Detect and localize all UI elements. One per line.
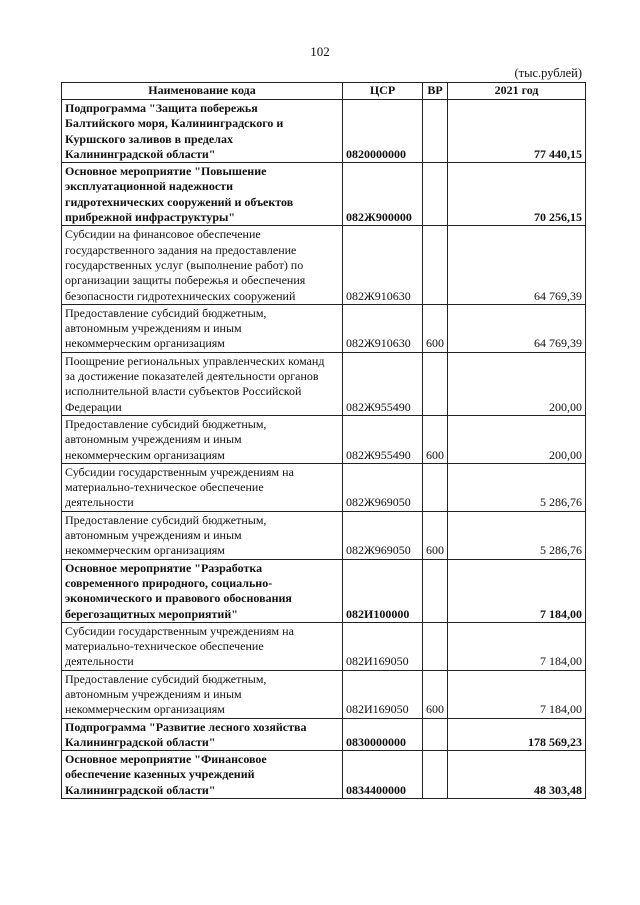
row-name-line: Калининградской области" xyxy=(65,782,216,797)
row-csr: 082Ж955490 xyxy=(343,415,423,463)
row-name xyxy=(62,415,343,463)
row-csr: 082Ж955490 xyxy=(343,352,423,415)
row-name xyxy=(62,718,343,751)
row-name-line: Предоставление субсидий бюджетным, xyxy=(65,671,267,686)
row-csr: 082И169050 xyxy=(343,670,423,718)
row-vr xyxy=(423,226,448,304)
row-name-line: автономным учреждениям и иным xyxy=(65,432,242,447)
table-row xyxy=(62,100,586,163)
row-name-line: Подпрограмма "Защита побережья xyxy=(65,101,258,115)
row-name xyxy=(62,622,343,670)
row-name-line: эксплуатационной надежности xyxy=(65,179,233,194)
row-csr: 082Ж969050 xyxy=(343,511,423,559)
table-body xyxy=(62,100,586,799)
header-name: Наименование кода xyxy=(62,83,343,100)
row-name xyxy=(62,511,343,559)
row-sum: 70 256,15 xyxy=(448,163,586,226)
row-name-line: Предоставление субсидий бюджетным, xyxy=(65,512,267,527)
row-sum: 200,00 xyxy=(448,415,586,463)
row-sum: 48 303,48 xyxy=(448,751,586,799)
row-name-line: исполнительной власти субъектов Российской xyxy=(65,384,302,399)
row-name-line: современного природного, социально- xyxy=(65,575,273,590)
row-name-line: материально-техническое обеспечение xyxy=(65,480,264,495)
table-row xyxy=(62,352,586,415)
units-label: (тыс.рублей) xyxy=(514,66,582,80)
row-name-line: Предоставление субсидий бюджетным, xyxy=(65,305,267,320)
row-name-line: берегозащитных мероприятий" xyxy=(65,606,238,621)
row-csr: 082Ж910630 xyxy=(343,226,423,304)
row-name-line: Предоставление субсидий бюджетным, xyxy=(65,416,267,431)
table-row xyxy=(62,511,586,559)
row-name-line: обеспечение казенных учреждений xyxy=(65,767,255,782)
row-vr: 600 xyxy=(423,670,448,718)
row-name-line: автономным учреждениям и иным xyxy=(65,686,242,701)
row-name-line: Куршского заливов в пределах xyxy=(65,131,233,146)
row-csr: 082Ж910630 xyxy=(343,304,423,352)
row-name-line: за достижение показателей деятельности органов xyxy=(65,369,319,384)
table-row xyxy=(62,670,586,718)
row-name xyxy=(62,463,343,511)
row-csr: 0820000000 xyxy=(343,100,423,163)
row-vr xyxy=(423,163,448,226)
row-name-line: гидротехнических сооружений и объектов xyxy=(65,194,294,209)
row-name-line: деятельности xyxy=(65,654,134,669)
row-csr: 082Ж969050 xyxy=(343,463,423,511)
row-name-line: Калининградской области" xyxy=(65,734,216,749)
row-name-line: автономным учреждениям и иным xyxy=(65,321,242,336)
row-vr xyxy=(423,622,448,670)
row-name-line: безопасности гидротехнических сооружений xyxy=(65,288,296,303)
row-vr: 600 xyxy=(423,415,448,463)
row-name xyxy=(62,304,343,352)
row-name-line: некоммерческим организациям xyxy=(65,702,225,717)
row-name-line: некоммерческим организациям xyxy=(65,336,225,351)
row-vr xyxy=(423,463,448,511)
row-sum: 64 769,39 xyxy=(448,226,586,304)
row-name-line: некоммерческим организациям xyxy=(65,543,225,558)
row-name-line: Калининградской области" xyxy=(65,146,216,161)
row-name-line: Субсидии государственным учреждениям на xyxy=(65,623,294,638)
row-name xyxy=(62,559,343,622)
table-row xyxy=(62,559,586,622)
row-csr: 082И169050 xyxy=(343,622,423,670)
table-row xyxy=(62,226,586,304)
header-sum: 2021 год xyxy=(448,83,586,100)
row-vr xyxy=(423,352,448,415)
row-name-line: Субсидии государственным учреждениям на xyxy=(65,464,294,479)
table-row xyxy=(62,304,586,352)
row-sum: 7 184,00 xyxy=(448,622,586,670)
header-row xyxy=(62,83,586,100)
row-csr: 082Ж900000 xyxy=(343,163,423,226)
table-row xyxy=(62,751,586,799)
table-row xyxy=(62,163,586,226)
row-vr xyxy=(423,718,448,751)
row-name xyxy=(62,352,343,415)
row-name-line: деятельности xyxy=(65,495,134,510)
row-name-line: экономического и правового обоснования xyxy=(65,591,292,606)
row-sum: 5 286,76 xyxy=(448,463,586,511)
row-name-line: Основное мероприятие "Разработка xyxy=(65,560,263,575)
row-name xyxy=(62,670,343,718)
table-row xyxy=(62,463,586,511)
row-vr xyxy=(423,751,448,799)
budget-table xyxy=(61,82,586,799)
row-name-line: Поощрение региональных управленческих команд xyxy=(65,353,325,368)
row-name xyxy=(62,100,343,163)
row-name xyxy=(62,751,343,799)
row-csr: 0834400000 xyxy=(343,751,423,799)
row-vr: 600 xyxy=(423,304,448,352)
row-name xyxy=(62,163,343,226)
row-name-line: некоммерческим организациям xyxy=(65,447,225,462)
row-name-line: материально-техническое обеспечение xyxy=(65,639,264,654)
header-csr: ЦСР xyxy=(343,83,423,100)
row-name-line: организации защиты побережья и обеспечения xyxy=(65,273,306,288)
row-name xyxy=(62,226,343,304)
row-name-line: Подпрограмма "Развитие лесного хозяйства xyxy=(65,719,307,734)
row-vr: 600 xyxy=(423,511,448,559)
row-csr: 082И100000 xyxy=(343,559,423,622)
table-row xyxy=(62,718,586,751)
row-name-line: автономным учреждениям и иным xyxy=(65,528,242,543)
row-sum: 7 184,00 xyxy=(448,670,586,718)
row-name-line: Основное мероприятие "Повышение xyxy=(65,164,267,179)
row-vr xyxy=(423,100,448,163)
row-name-line: государственного задания на предоставление xyxy=(65,242,297,257)
row-csr: 0830000000 xyxy=(343,718,423,751)
row-name-line: Субсидии на финансовое обеспечение xyxy=(65,227,261,242)
row-sum: 178 569,23 xyxy=(448,718,586,751)
row-sum: 64 769,39 xyxy=(448,304,586,352)
row-sum: 7 184,00 xyxy=(448,559,586,622)
row-name-line: прибрежной инфраструктуры" xyxy=(65,210,236,225)
row-sum: 77 440,15 xyxy=(448,100,586,163)
page-number: 102 xyxy=(310,44,330,59)
row-name-line: Основное мероприятие "Финансовое xyxy=(65,752,267,767)
row-name-line: государственных услуг (выполнение работ) по xyxy=(65,257,304,272)
table-row xyxy=(62,415,586,463)
row-name-line: Балтийского моря, Калининградского и xyxy=(65,116,284,131)
header-vr: ВР xyxy=(423,83,448,100)
row-name-line: Федерации xyxy=(65,399,122,414)
row-sum: 5 286,76 xyxy=(448,511,586,559)
row-sum: 200,00 xyxy=(448,352,586,415)
row-vr xyxy=(423,559,448,622)
table-row xyxy=(62,622,586,670)
